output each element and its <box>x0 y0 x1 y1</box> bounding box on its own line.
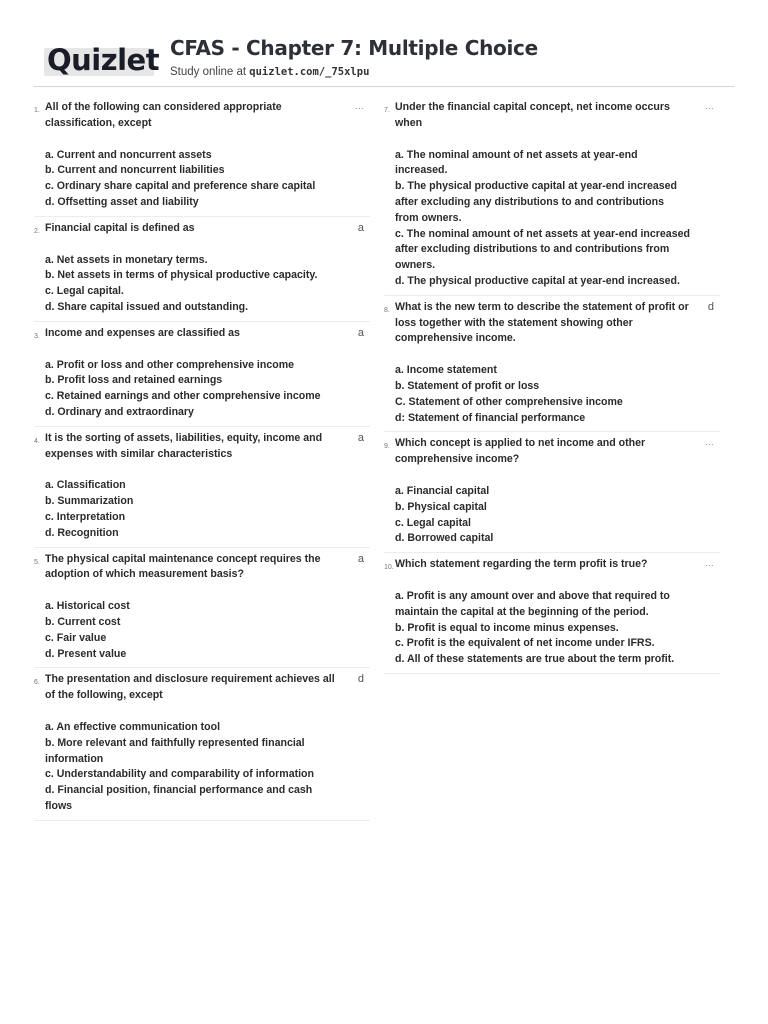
question-stem: Which statement regarding the term profit is true? <box>395 558 648 571</box>
answer-key: ... <box>354 101 364 111</box>
question-option: d. Present value <box>45 647 127 660</box>
question-option: d. Financial position, financial performance and cash flows <box>45 784 313 812</box>
question-option: d. Share capital issued and outstanding. <box>45 300 249 313</box>
question-option: d: Statement of financial performance <box>395 411 586 424</box>
question-options <box>45 478 340 541</box>
study-url-link[interactable]: quizlet.com/_75xlpu <box>249 66 370 78</box>
question-option: d. Recognition <box>45 526 119 539</box>
question-options <box>45 148 340 211</box>
question-item <box>384 296 720 433</box>
question-number: 2. <box>34 227 40 235</box>
question-option: a. Historical cost <box>45 600 130 613</box>
header-divider <box>34 86 734 87</box>
question-stem: The physical capital maintenance concept requires the adoption of which measurement basis? <box>45 552 321 581</box>
question-stem: What is the new term to describe the statement of profit or loss together with the statement showing other comprehensive income. <box>395 300 689 345</box>
question-item <box>34 96 370 217</box>
page-header <box>0 0 768 86</box>
question-option: c. The nominal amount of net assets at year-end increased after excluding distributions to and contributions from owners. <box>395 227 690 272</box>
question-item <box>34 427 370 548</box>
question-body <box>45 552 340 663</box>
question-body <box>395 436 690 547</box>
question-stem: It is the sorting of assets, liabilities, equity, income and expenses with similar characteristics <box>45 431 323 460</box>
question-option: d. The physical productive capital at year-end increased. <box>395 274 680 287</box>
question-option: a. Profit or loss and other comprehensive income <box>45 358 295 371</box>
question-item <box>384 432 720 553</box>
question-option: c. Understandability and comparability of information <box>45 768 314 781</box>
answer-key: a <box>357 552 364 565</box>
question-option: C. Statement of other comprehensive income <box>395 395 623 408</box>
answer-key: ... <box>704 437 714 448</box>
answer-key: a <box>357 326 364 339</box>
question-option: d. Offsetting asset and liability <box>45 195 199 208</box>
question-options <box>45 599 340 662</box>
question-stem: Income and expenses are classified as <box>45 326 240 339</box>
answer-key: a <box>357 431 364 444</box>
question-option: a. Net assets in monetary terms. <box>45 253 208 266</box>
question-body <box>45 100 340 211</box>
question-option: c. Retained earnings and other comprehensive income <box>45 390 321 403</box>
question-item <box>34 668 370 820</box>
page-title: CFAS - Chapter 7: Multiple Choice <box>170 36 538 60</box>
question-option: a. Current and noncurrent assets <box>45 148 212 161</box>
question-stem: The presentation and disclosure requirement achieves all of the following, except <box>45 673 335 702</box>
question-number: 7. <box>384 107 390 114</box>
answer-key: a <box>357 221 364 234</box>
question-body <box>45 431 340 542</box>
question-item <box>34 322 370 427</box>
answer-key: ... <box>704 558 714 569</box>
question-body <box>395 100 690 290</box>
question-body <box>395 557 690 668</box>
question-number: 1. <box>34 107 40 114</box>
question-option: a. The nominal amount of net assets at year-end increased. <box>395 148 638 177</box>
question-number: 8. <box>384 306 390 314</box>
question-stem: Financial capital is defined as <box>45 221 195 234</box>
question-option: b. Net assets in terms of physical productive capacity. <box>45 269 318 282</box>
question-number: 10. <box>384 564 394 572</box>
question-option: b. Current and noncurrent liabilities <box>45 164 225 177</box>
question-option: c. Interpretation <box>45 510 126 523</box>
question-option: d. Borrowed capital <box>395 532 494 545</box>
answer-key: ... <box>704 101 714 111</box>
question-number: 4. <box>34 437 40 445</box>
question-option: a. Income statement <box>395 364 497 377</box>
question-option: b. Profit loss and retained earnings <box>45 374 223 387</box>
question-option: a. Financial capital <box>395 484 490 497</box>
answer-key: d <box>357 673 364 686</box>
question-body <box>45 672 340 814</box>
question-option: b. Physical capital <box>395 500 487 513</box>
question-number: 5. <box>34 558 40 566</box>
question-stem: Under the financial capital concept, net income occurs when <box>395 101 670 129</box>
question-item <box>384 553 720 674</box>
question-body <box>395 300 690 427</box>
question-option: b. Summarization <box>45 495 134 508</box>
question-option: c. Fair value <box>45 631 107 644</box>
question-option: c. Profit is the equivalent of net income under IFRS. <box>395 637 655 650</box>
question-option: d. Ordinary and extraordinary <box>45 405 194 418</box>
question-stem: Which concept is applied to net income and other comprehensive income? <box>395 437 646 466</box>
answer-key: d <box>707 300 714 313</box>
question-body <box>45 326 340 421</box>
question-option: b. Statement of profit or loss <box>395 379 540 392</box>
question-option: c. Legal capital <box>395 516 471 529</box>
question-option: d. All of these statements are true about the term profit. <box>395 653 675 666</box>
subtitle-prefix: Study online at <box>170 66 250 78</box>
left-column <box>34 96 370 821</box>
question-option: b. Profit is equal to income minus expenses. <box>395 621 619 634</box>
question-option: c. Legal capital. <box>45 285 124 298</box>
question-options <box>45 720 340 815</box>
question-option: c. Ordinary share capital and preference share capital <box>45 180 316 193</box>
question-item <box>34 217 370 322</box>
question-number: 9. <box>384 443 390 451</box>
question-option: a. Classification <box>45 479 126 492</box>
study-online-line <box>170 66 369 78</box>
question-item <box>384 96 720 296</box>
question-body <box>45 221 340 316</box>
question-option: a. An effective communication tool <box>45 720 221 733</box>
question-options <box>395 148 690 290</box>
question-options <box>45 253 340 316</box>
right-column <box>384 96 720 674</box>
question-option: b. Current cost <box>45 615 121 628</box>
question-stem: All of the following can considered appropriate classification, except <box>45 101 282 129</box>
question-option: b. The physical productive capital at year-end increased after excluding any distributions to and contributions from owners. <box>395 180 678 224</box>
question-options <box>395 589 690 668</box>
question-options <box>395 363 690 426</box>
question-option: b. More relevant and faithfully represented financial information <box>45 736 305 765</box>
question-item <box>34 548 370 669</box>
question-options <box>45 358 340 421</box>
question-option: a. Profit is any amount over and above that required to maintain the capital at the beginning of the period. <box>395 589 670 618</box>
quizlet-logo: Quizlet <box>47 43 160 77</box>
question-number: 3. <box>34 332 40 340</box>
question-options <box>395 484 690 547</box>
question-number: 6. <box>34 679 40 687</box>
